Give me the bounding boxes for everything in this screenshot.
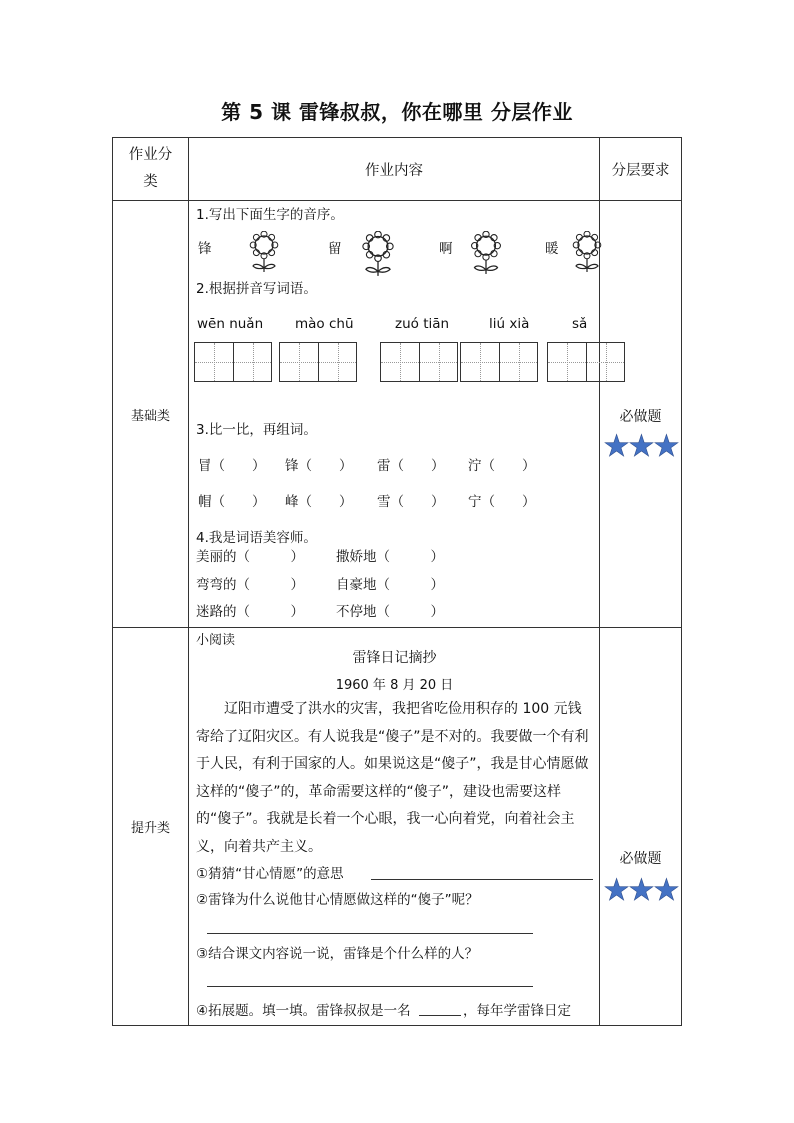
content-basic (189, 201, 600, 628)
answer-line-2[interactable] (207, 933, 533, 934)
star-rating-icon: ★★★ (603, 429, 678, 464)
q1-char-3: 啊 (439, 241, 453, 257)
writing-grid[interactable] (279, 342, 357, 382)
question-1: ①猜猜“甘心情愿”的意思 (196, 866, 344, 882)
reading-passage: 辽阳市遭受了洪水的灾害，我把省吃俭用积存的 100 元钱寄给了辽阳灾区。有人说我是“傻子”是不对的。我要做一个有利于人民，有利于国家的人。如果说这是“傻子”，我是甘心情愿做这样的“傻子”的，革命需要这样的“傻子”，建设也需要这样的“傻子”。我就是长着一个心眼，我一心向着党，向着社会主义，向着共产主义。 (196, 701, 589, 855)
content-advanced (189, 628, 600, 1026)
question-4-tail: ，每年学雷锋日定 (463, 1003, 571, 1019)
q1-char-1: 锋 (198, 241, 212, 257)
requirement-basic (600, 201, 682, 628)
q4-left-2: 弯弯的（ ） (196, 577, 304, 593)
q1-char-4: 暖 (545, 241, 559, 257)
q3-row2-item1: 帽（ ） (198, 494, 266, 510)
q3-row2-item2: 峰（ ） (285, 494, 353, 510)
q3-row1-item1: 冒（ ） (198, 458, 266, 474)
reading-label: 小阅读 (196, 633, 236, 648)
page-title: 第 5 课 雷锋叔叔，你在哪里 分层作业 (221, 100, 573, 124)
header-requirement: 分层要求 (600, 138, 682, 201)
q3-row2-item3: 雪（ ） (377, 494, 445, 510)
table-row (113, 628, 682, 1026)
flower-box-icon[interactable] (352, 231, 404, 281)
reading-title: 雷锋日记摘抄 (352, 650, 437, 666)
category-advanced: 提升类 (113, 628, 189, 1026)
answer-line-4[interactable] (419, 1015, 461, 1016)
question-2: ②雷锋为什么说他甘心情愿做这样的“傻子”呢？ (196, 892, 479, 908)
question-4: ④拓展题。填一填。雷锋叔叔是一名 (196, 1003, 411, 1019)
homework-table (112, 137, 682, 1026)
q1-char-2: 留 (328, 241, 342, 257)
writing-grid[interactable] (380, 342, 458, 382)
table-header-row (113, 138, 682, 201)
q1-title: 1.写出下面生字的音序。 (196, 207, 344, 223)
answer-line-3[interactable] (207, 986, 533, 987)
answer-line-1[interactable] (371, 879, 593, 880)
q2-pinyin-4: liú xià (489, 316, 530, 332)
q3-row1-item3: 雷（ ） (377, 458, 445, 474)
flower-box-icon[interactable] (241, 231, 287, 277)
q4-right-2: 自豪地（ ） (336, 577, 444, 593)
q3-row2-item4: 宁（ ） (468, 494, 536, 510)
q4-left-1: 美丽的（ ） (196, 549, 304, 565)
requirement-basic-label: 必做题 (619, 409, 662, 425)
q3-row1-item4: 泞（ ） (468, 458, 536, 474)
flower-box-icon[interactable] (461, 231, 511, 279)
requirement-advanced-label: 必做题 (619, 850, 662, 867)
q2-pinyin-1: wēn nuǎn (197, 316, 264, 332)
q4-right-1: 撒娇地（ ） (336, 549, 444, 565)
header-category (113, 138, 189, 201)
q3-title: 3.比一比，再组词。 (196, 422, 317, 438)
q2-pinyin-3: zuó tiān (395, 316, 450, 332)
header-category-label: 作业分类 (128, 147, 173, 190)
header-content: 作业内容 (189, 138, 600, 201)
table-row (113, 201, 682, 628)
q4-left-3: 迷路的（ ） (196, 604, 304, 620)
q3-row1-item2: 锋（ ） (285, 458, 353, 474)
writing-grid[interactable] (194, 342, 272, 382)
q4-title: 4.我是词语美容师。 (196, 530, 317, 546)
question-3: ③结合课文内容说一说，雷锋是个什么样的人？ (196, 946, 479, 962)
q4-right-3: 不停地（ ） (336, 604, 444, 620)
star-rating-icon: ★★★ (603, 872, 678, 908)
requirement-advanced (600, 628, 682, 1026)
q2-pinyin-5: sǎ (572, 316, 588, 332)
q2-title: 2.根据拼音写词语。 (196, 281, 317, 297)
writing-grid[interactable] (460, 342, 538, 382)
reading-date: 1960 年 8 月 20 日 (335, 678, 454, 693)
category-basic: 基础类 (113, 201, 189, 628)
q2-pinyin-2: mào chū (295, 316, 354, 332)
